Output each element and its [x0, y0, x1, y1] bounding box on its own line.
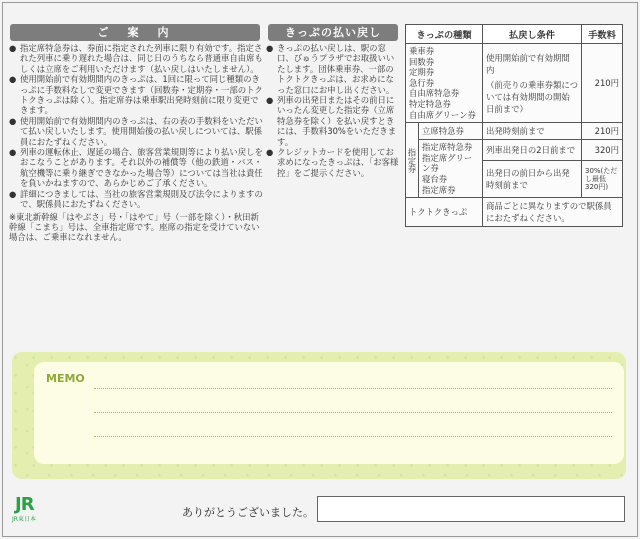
guide-item — [9, 74, 263, 116]
fee-cell: 320円 — [582, 140, 623, 161]
refund-item — [266, 95, 400, 147]
table-header-row — [406, 25, 623, 44]
ticket-type: 急行券 — [409, 77, 435, 88]
col-header-fee: 手数料 — [582, 25, 623, 44]
thank-you-text: ありがとうございました。 — [182, 506, 314, 519]
guide-item-text: 列車の運転休止、遅延の場合、旅客営業規則等により払い戻しをおこなうことがあります。それ以外の補償等（他の鉄道・バス・航空機等に乗り継ぎできなかった場合等）については当社は責任を負いかねますので、あらかじめご了承ください。 — [20, 147, 263, 189]
memo-line — [94, 412, 612, 413]
ticket-type: 定期券 — [409, 67, 435, 78]
fee-cell: 210円 — [582, 44, 623, 123]
refund-fee-table — [405, 24, 623, 227]
guide-item — [9, 189, 263, 210]
refund-column — [266, 43, 400, 178]
ticket-types-cell — [419, 140, 483, 198]
bullet-icon: ● — [9, 188, 17, 199]
fee-cell: 210円 — [582, 123, 623, 140]
ticket-type: 寝台券 — [422, 173, 448, 184]
bullet-icon: ● — [9, 147, 17, 158]
table-row — [406, 123, 623, 140]
condition-cell — [483, 44, 582, 123]
guide-item — [9, 116, 263, 147]
guide-column — [9, 43, 263, 251]
memo-line — [94, 388, 612, 389]
ticket-type: 自由席特急券 — [409, 88, 460, 99]
guide-item-text: 使用開始前で有効期間内のきっぷは、右の表の手数料をいただいて払い戻しいたします。使用開始後の払い戻しについては、駅係員におたずねください。 — [20, 115, 263, 147]
table-row — [406, 198, 623, 227]
bullet-icon: ● — [9, 74, 17, 85]
col-header-type: きっぷの種類 — [406, 25, 483, 44]
condition-cell: 商品ごとに異なりますので駅係員におたずねください。 — [483, 198, 623, 227]
guide-item — [9, 43, 263, 74]
ticket-type: 回数券 — [409, 56, 435, 67]
condition-cell: 列車出発日の2日前まで — [483, 140, 582, 161]
guide-item-text: 指定席特急券は、券面に指定された列車に限り有効です。指定された列車に乗り遅れた場合は、同じ日のうちなら普通車自由席もしくは立席をご利用いただけます（払い戻しはいたしません）。 — [20, 43, 263, 74]
jr-logo-mark: JR — [15, 494, 34, 515]
ticket-types-cell — [406, 44, 483, 123]
guide-item-text: 詳細につきましては、当社の旅客営業規則及び法令によりますので、駅係員におたずねください。 — [20, 188, 263, 210]
ticket-type: 指定席券 — [422, 184, 456, 195]
guide-item — [9, 147, 263, 189]
bullet-icon: ● — [9, 115, 17, 126]
jr-logo-subtext: JR東日本 — [12, 516, 36, 523]
ticket-type: 指定席グリーン券 — [422, 152, 473, 174]
signature-box — [317, 496, 625, 522]
condition-note: （前売りの乗車券類については有効期間の開始日前まで） — [486, 79, 578, 114]
col-header-condition: 払戻し条件 — [483, 25, 582, 44]
guide-header: ご 案 内 — [10, 24, 260, 41]
memo-area — [12, 352, 626, 479]
refund-item — [266, 43, 400, 95]
guide-note: ※東北新幹線「はやぶさ」号・「はやて」号（一部を除く）・秋田新幹線「こまち」号は、全車指定席です。座席の指定を受けていない場合は、ご乗車になれません。 — [9, 211, 260, 243]
ticket-type: 自由席グリーン券 — [409, 109, 476, 120]
ticket-type: 指定席特急券 — [422, 142, 473, 153]
jr-east-logo — [12, 494, 50, 522]
memo-label: MEMO — [46, 372, 85, 385]
ticket-type: 乗車券 — [409, 46, 435, 56]
refund-item-text: きっぷの払い戻しは、駅の窓口、びゅうプラザでお取扱いいたします。団体乗車券、一部のトクトクきっぷは、お求めになった窓口にお申し出ください。 — [277, 43, 395, 95]
table-row — [406, 44, 623, 123]
designated-ticket-group-label: 指定券 — [406, 123, 419, 198]
table-row — [406, 140, 623, 161]
fee-cell: 30%(ただし最低320円) — [582, 161, 623, 198]
refund-header: きっぷの払い戻し — [268, 24, 398, 41]
ticket-type-cell: トクトクきっぷ — [406, 198, 483, 227]
guide-item-text: 使用開始前で有効期間内のきっぷは、1回に限って同じ種類のきっぷに手数料なしで変更できます（回数券・定期券・一部のトクトクきっぷは除く）。指定席券は乗車駅出発時刻前に限り変更できます。 — [20, 74, 263, 116]
bullet-icon: ● — [266, 43, 274, 53]
condition-cell: 出発日の前日から出発時刻前まで — [483, 161, 582, 198]
ticket-type-cell: 立席特急券 — [419, 123, 483, 140]
bullet-icon: ● — [266, 147, 274, 158]
condition-text: 使用開始前で有効期間内 — [486, 52, 570, 75]
refund-item — [266, 147, 400, 178]
memo-writing-box — [34, 362, 624, 464]
refund-item-text: 列車の出発日またはその前日にいったん変更した指定券（立席特急券を除く）を払い戻すときには、手数料30%をいただきます。 — [277, 95, 397, 147]
memo-line — [94, 436, 612, 437]
ticket-type: 特定特急券 — [409, 98, 451, 109]
refund-item-text: クレジットカードを使用してお求めになったきっぷは、「お客様控」をご提示ください。 — [277, 147, 399, 178]
condition-cell: 出発時刻前まで — [483, 123, 582, 140]
bullet-icon: ● — [9, 43, 17, 53]
bullet-icon: ● — [266, 95, 274, 106]
